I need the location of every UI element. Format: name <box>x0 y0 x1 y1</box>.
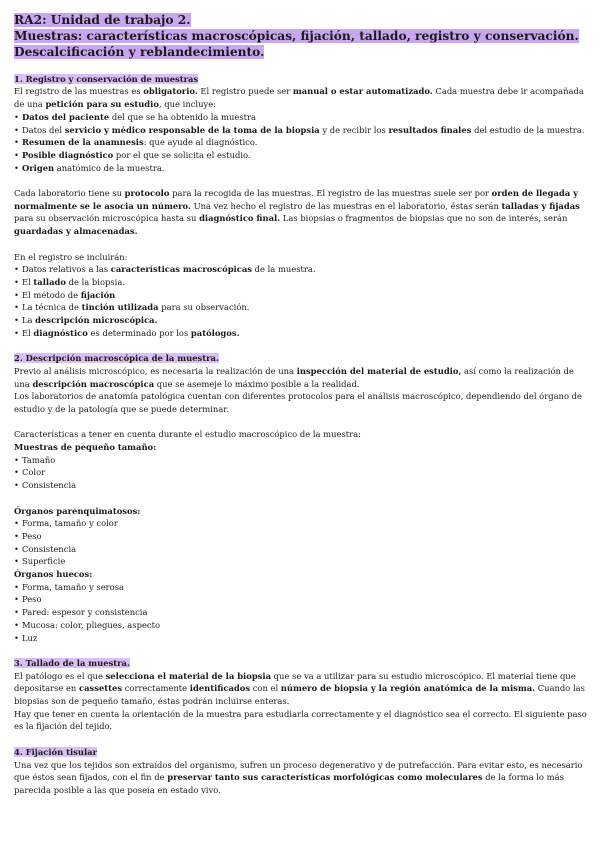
list-item: • Forma, tamaño y serosa <box>14 581 588 594</box>
petition-list <box>14 111 588 175</box>
section-4-heading: 4. Fijación tisular <box>14 746 97 757</box>
list-item: • Origen anatómico de la muestra. <box>14 162 588 175</box>
title-line-2: Muestras: características macroscópicas, fijación, tallado, registro y conservación. <box>14 29 579 43</box>
small-samples-list <box>14 454 588 492</box>
section-fijacion <box>14 746 588 797</box>
section-2-heading: 2. Descripción macroscópica de la muestra. <box>14 353 219 364</box>
list-item: • Mucosa: color, pliegues, aspecto <box>14 619 588 632</box>
section-1-intro: El registro de las muestras es obligatorio. El registro puede ser manual o estar automatizado. Cada muestra debe ir acompañada de una petición para su estudio, que incluye: <box>14 86 584 110</box>
section-1-heading: 1. Registro y conservación de muestras <box>14 73 199 84</box>
section-registro <box>14 73 588 340</box>
list-item: • Forma, tamaño y color <box>14 517 588 530</box>
register-list <box>14 263 588 339</box>
section-descripcion <box>14 352 588 644</box>
list-item: • Consistencia <box>14 543 588 556</box>
list-item: • Resumen de la anamnesis: que ayude al diagnóstico. <box>14 136 588 149</box>
list-item: • Color <box>14 466 588 479</box>
section-2-intro: Previo al análisis microscópico, es necesaria la realización de una inspección del material de estudio, así como la realización de una descripción macroscópica que se asemeje lo máximo posible a la realidad. <box>14 365 574 389</box>
list-item: • La técnica de tinción utilizada para su observación. <box>14 301 588 314</box>
title-line-3: Descalcificación y reblandecimiento. <box>14 45 265 59</box>
list-item: • Pared: espesor y consistencia <box>14 606 588 619</box>
list-item: • Luz <box>14 632 588 645</box>
list-item: • Tamaño <box>14 454 588 467</box>
list-item: • El método de fijación <box>14 289 588 302</box>
list-item: • El tallado de la biopsia. <box>14 276 588 289</box>
list-item: • El diagnóstico es determinado por los patólogos. <box>14 327 588 340</box>
hollow-organs-heading: Órganos huecos: <box>14 569 93 580</box>
title-line-1: RA2: Unidad de trabajo 2. <box>14 13 191 27</box>
section-1-register-intro: En el registro se incluirán: <box>14 251 128 262</box>
list-item: • Consistencia <box>14 479 588 492</box>
section-3-body: El patólogo es el que selecciona el material de la biopsia que se va a utilizar para su estudio microscópico. El material tiene que depositarse en cassettes correctamente identificados con el número de biopsia y la región anatómica de la misma. Cuando las biopsias son de pequeño tamaño, éstas podrán incluirse enteras. <box>14 670 585 707</box>
section-2-protocols: Los laboratorios de anatomía patológica cuentan con diferentes protocolos para el análisis macroscópico, dependiendo del órgano de estudio y de la patología que se puede determinar. <box>14 391 582 414</box>
list-item: • La descripción microscópica. <box>14 314 588 327</box>
list-item: • Datos del servicio y médico responsable de la toma de la biopsia y de recibir los resultados finales del estudio de la muestra. <box>14 124 588 137</box>
parenchymal-list <box>14 517 588 568</box>
list-item: • Posible diagnóstico por el que se solicita el estudio. <box>14 149 588 162</box>
list-item: • Peso <box>14 530 588 543</box>
section-3-heading: 3. Tallado de la muestra. <box>14 657 130 668</box>
list-item: • Datos del paciente del que se ha obtenido la muestra <box>14 111 588 124</box>
section-3-orientation: Hay que tener en cuenta la orientación de la muestra para estudiarla correctamente y el diagnóstico sea el correcto. El siguiente paso es la fijación del tejido. <box>14 708 587 732</box>
list-item: • Datos relativos a las características macroscópicas de la muestra. <box>14 263 588 276</box>
list-item: • Peso <box>14 593 588 606</box>
list-item: • Superficie <box>14 555 588 568</box>
section-1-protocol: Cada laboratorio tiene su protocolo para la recogida de las muestras. El registro de las muestras suele ser por orden de llegada y normalmente se le asocia un número. Una vez hecho el registro de las muestras en el laboratorio, éstas serán talladas y fijadas para su observación microscópica hasta su diagnóstico final. Las biopsias o fragmentos de biopsias que no son de interés, serán guardadas y almacenadas. <box>14 188 580 237</box>
hollow-organs-list <box>14 581 588 645</box>
section-tallado <box>14 657 588 733</box>
document-title <box>14 12 588 60</box>
section-4-body: Una vez que los tejidos son extraídos del organismo, sufren un proceso degenerativo y de putrefacción. Para evitar esto, es necesario que éstos sean fijados, con el fin de preservar tanto sus características morfológicas como moleculares de la forma lo más parecida posible a las que poseía en estado vivo. <box>14 759 583 795</box>
small-samples-heading: Muestras de pequeño tamaño: <box>14 442 157 453</box>
section-2-characteristics: Características a tener en cuenta durante el estudio macroscópico de la muestra: <box>14 429 361 440</box>
parenchymal-heading: Órganos parenquimatosos: <box>14 505 141 516</box>
